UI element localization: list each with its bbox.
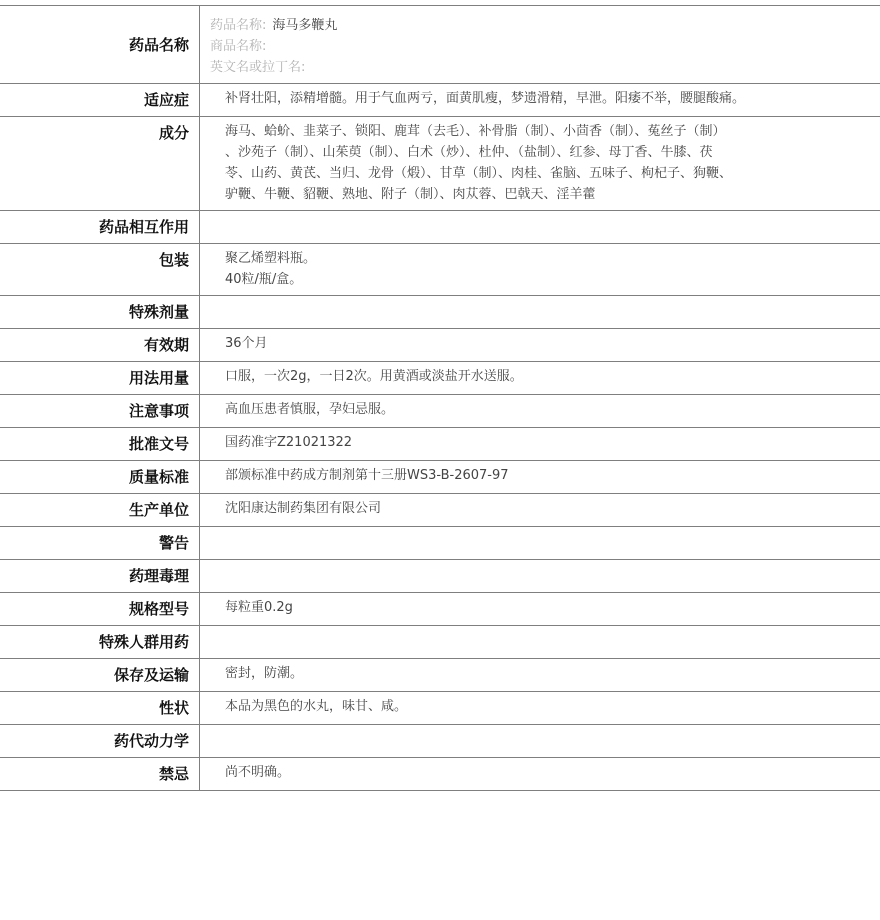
row-label: 适应症 [0, 84, 200, 116]
row-label: 特殊人群用药 [0, 626, 200, 658]
row-value [200, 494, 880, 526]
english-name-line [210, 57, 790, 78]
row-value [200, 725, 880, 757]
table-row-packaging [0, 244, 880, 296]
row-value [200, 117, 880, 210]
value-line: 苓、山药、黄芪、当归、龙骨（煅）、甘草（制）、肉桂、雀脑、五味子、枸杞子、狗鞭、 [225, 166, 733, 181]
row-value [200, 6, 880, 83]
table-row-pharmacology [0, 560, 880, 593]
row-value [200, 692, 880, 724]
row-value [200, 84, 880, 116]
drug-name-value: 海马多鞭丸 [272, 18, 338, 33]
drug-info-table [0, 5, 880, 791]
row-value [200, 461, 880, 493]
row-value [200, 296, 880, 328]
row-label: 生产单位 [0, 494, 200, 526]
table-row-specification [0, 593, 880, 626]
row-label: 成分 [0, 117, 200, 210]
row-label: 禁忌 [0, 758, 200, 790]
row-label: 警告 [0, 527, 200, 559]
row-label: 药品名称 [0, 6, 200, 83]
value-line: 高血压患者慎服，孕妇忌服。 [225, 402, 395, 417]
value-line: 每粒重0.2g [225, 600, 293, 615]
table-row-approval-number [0, 428, 880, 461]
row-value [200, 626, 880, 658]
table-row-ingredients [0, 117, 880, 211]
row-value [200, 428, 880, 460]
row-value [200, 395, 880, 427]
row-value [200, 211, 880, 243]
row-label: 批准文号 [0, 428, 200, 460]
table-row-quality-standard [0, 461, 880, 494]
value-line: 驴鞭、牛鞭、貂鞭、熟地、附子（制）、肉苁蓉、巴戟天、淫羊藿 [225, 187, 596, 202]
table-row-storage [0, 659, 880, 692]
value-line: 补肾壮阳，添精增髓。用于气血两亏，面黄肌瘦，梦遗滑精，早泄。阳痿不举，腰腿酸痛。 [225, 91, 746, 106]
value-line: 36个月 [225, 336, 268, 351]
table-row-manufacturer [0, 494, 880, 527]
trade-name-label: 商品名称: [210, 39, 267, 54]
row-value [200, 329, 880, 361]
row-label: 药品相互作用 [0, 211, 200, 243]
row-value [200, 244, 880, 295]
value-line: 沈阳康达制药集团有限公司 [225, 501, 382, 516]
value-line: 、沙苑子（制）、山茱萸（制）、白术（炒）、杜仲、（盐制）、红参、母丁香、牛膝、茯 [225, 145, 713, 160]
value-line: 国药准字Z21021322 [225, 435, 353, 450]
table-row-shelf-life [0, 329, 880, 362]
row-label: 有效期 [0, 329, 200, 361]
row-label: 包装 [0, 244, 200, 295]
drug-name-label: 药品名称: [210, 18, 267, 33]
row-label: 用法用量 [0, 362, 200, 394]
row-label: 性状 [0, 692, 200, 724]
row-label: 注意事项 [0, 395, 200, 427]
row-value [200, 527, 880, 559]
value-line: 海马、蛤蚧、韭菜子、锁阳、鹿茸（去毛）、补骨脂（制）、小茴香（制）、菟丝子（制） [225, 124, 726, 139]
row-label: 药代动力学 [0, 725, 200, 757]
value-line: 本品为黑色的水丸，味甘、咸。 [225, 699, 408, 714]
table-row-contraindications [0, 758, 880, 791]
value-line: 聚乙烯塑料瓶。 [225, 251, 317, 266]
value-line: 密封，防潮。 [225, 666, 304, 681]
table-row-appearance [0, 692, 880, 725]
drug-name-line [210, 15, 790, 36]
trade-name-line [210, 36, 790, 57]
row-value [200, 593, 880, 625]
row-value [200, 758, 880, 790]
row-label: 特殊剂量 [0, 296, 200, 328]
table-row-warning [0, 527, 880, 560]
row-value [200, 560, 880, 592]
table-row-drug-interactions [0, 211, 880, 244]
value-line: 40粒/瓶/盒。 [225, 272, 303, 287]
value-line: 口服，一次2g，一日2次。用黄酒或淡盐开水送服。 [225, 369, 523, 384]
table-row-indications [0, 84, 880, 117]
row-label: 保存及运输 [0, 659, 200, 691]
row-value [200, 362, 880, 394]
table-row-drug-names [0, 6, 880, 84]
english-name-label: 英文名或拉丁名: [210, 60, 306, 75]
value-line: 尚不明确。 [225, 765, 291, 780]
row-label: 质量标准 [0, 461, 200, 493]
table-row-special-populations [0, 626, 880, 659]
table-row-precautions [0, 395, 880, 428]
table-row-pharmacokinetics [0, 725, 880, 758]
row-label: 规格型号 [0, 593, 200, 625]
value-line: 部颁标准中药成方制剂第十三册WS3-B-2607-97 [225, 468, 509, 483]
table-row-dosage [0, 362, 880, 395]
row-label: 药理毒理 [0, 560, 200, 592]
table-row-special-dosage [0, 296, 880, 329]
row-value [200, 659, 880, 691]
